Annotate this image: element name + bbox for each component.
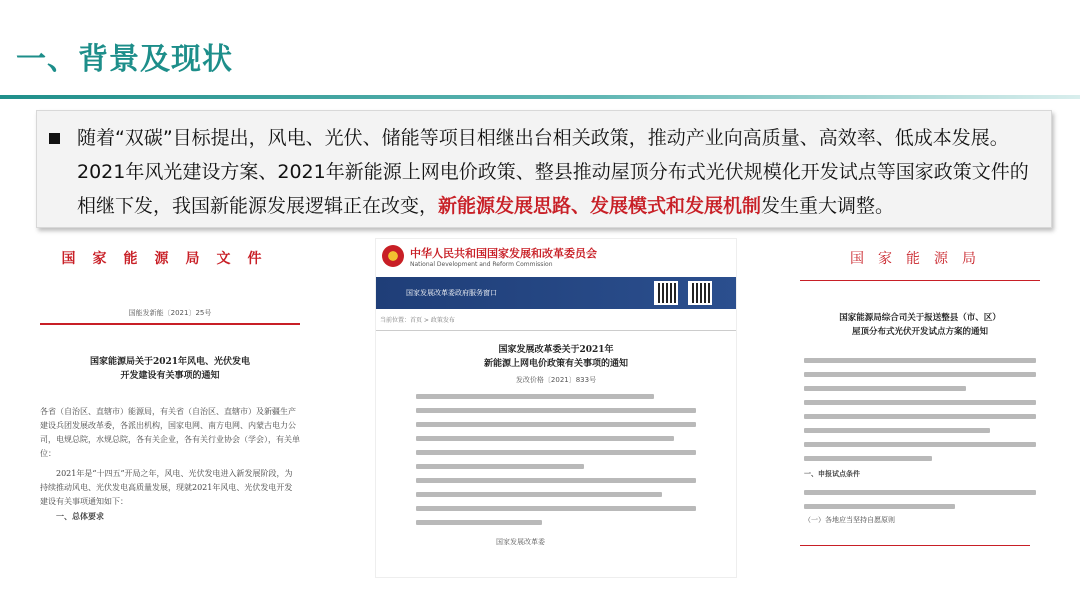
ndrc-header bbox=[376, 239, 736, 273]
text-line bbox=[416, 450, 696, 455]
doc-section-title: 一、总体要求 bbox=[56, 511, 104, 521]
bullet-highlight: 新能源发展思路、发展模式和发展机制 bbox=[438, 195, 762, 217]
doc-bottom-rule bbox=[800, 545, 1030, 546]
text-line bbox=[804, 456, 932, 461]
banner-text: 国家发展改革委政府服务窗口 bbox=[406, 289, 497, 297]
text-line bbox=[416, 436, 674, 441]
ndrc-org-name: 中华人民共和国国家发展和改革委员会 bbox=[410, 246, 597, 260]
ndrc-banner bbox=[376, 277, 736, 309]
text-line bbox=[416, 408, 696, 413]
doc-number: 国能发新能〔2021〕25号 bbox=[128, 309, 212, 317]
text-line bbox=[416, 422, 696, 427]
document-ndrc-price bbox=[375, 238, 737, 578]
doc-body bbox=[376, 394, 736, 525]
text-line bbox=[416, 492, 662, 497]
qr-code-icon bbox=[688, 281, 712, 305]
doc-body bbox=[800, 339, 1040, 527]
divider bbox=[376, 330, 736, 331]
doc-heading-2: 新能源上网电价政策有关事项的通知 bbox=[483, 359, 628, 369]
text-line bbox=[416, 394, 654, 399]
doc-heading-1: 国家发展改革委关于2021年 bbox=[498, 345, 614, 355]
text-line bbox=[804, 372, 1036, 377]
document-nea-rooftop-pv bbox=[800, 240, 1040, 560]
doc-header: 国家能源局 bbox=[850, 251, 990, 267]
ndrc-org-name-en: National Development and Reform Commission bbox=[410, 260, 553, 268]
doc-red-rule bbox=[40, 323, 300, 325]
text-line bbox=[804, 442, 1036, 447]
square-bullet-icon bbox=[49, 133, 60, 144]
text-line bbox=[416, 520, 542, 525]
text-line bbox=[804, 400, 1036, 405]
slide-title: 一、背景及现状 bbox=[16, 42, 233, 77]
doc-paragraph-2: 2021年是“十四五”开局之年，风电、光伏发电进入新发展阶段，为持续推动风电、光伏发电高质量发展，现就2021年风电、光伏发电开发建设有关事项通知如下： bbox=[40, 469, 293, 506]
text-line bbox=[804, 358, 1036, 363]
doc-header: 国家能源局文件 bbox=[61, 251, 279, 267]
text-line bbox=[416, 478, 696, 483]
bullet-text-end: 发生重大调整。 bbox=[761, 195, 895, 217]
doc-red-rule bbox=[800, 280, 1040, 281]
doc-heading-2: 屋顶分布式光伏开发试点方案的通知 bbox=[851, 327, 988, 337]
doc-signature: 国家发展改革委 bbox=[496, 538, 545, 546]
text-line bbox=[416, 464, 584, 469]
doc-subsection: （一）各地应当坚持自愿原则 bbox=[804, 516, 895, 524]
doc-number: 发改价格〔2021〕833号 bbox=[515, 376, 597, 384]
document-nea-wind-solar bbox=[40, 238, 300, 563]
national-emblem-icon bbox=[382, 245, 404, 267]
title-divider bbox=[0, 95, 1080, 99]
bullet-callout bbox=[36, 110, 1052, 228]
doc-paragraph-1: 各省（自治区、直辖市）能源局，有关省（自治区、直辖市）及新疆生产建设兵团发展改革委，各派出机构，国家电网、南方电网、内蒙古电力公司，电规总院，水规总院，各有关企业，各有关行业协会（学会），有关单位： bbox=[40, 407, 300, 458]
text-line bbox=[804, 490, 1036, 495]
text-line bbox=[804, 386, 966, 391]
doc-heading-2: 开发建设有关事项的通知 bbox=[120, 371, 220, 381]
breadcrumb: 当前位置：首页 > 政策发布 bbox=[380, 317, 455, 324]
text-line bbox=[804, 504, 955, 509]
qr-code-icon bbox=[654, 281, 678, 305]
text-line bbox=[804, 428, 990, 433]
text-line bbox=[416, 506, 696, 511]
doc-heading-1: 国家能源局关于2021年风电、光伏发电 bbox=[89, 357, 251, 367]
bullet-text: 随着“双碳”目标提出，风电、光伏、储能等项目相继出台相关政策，推动产业向高质量、高效率、低成本发展。2021年风光建设方案、2021年新能源上网电价政策、整县推动屋顶分布式光伏规模化开发试点等国家政策文件的相继下发，我国新能源发展逻辑正在改变， bbox=[77, 127, 1029, 217]
doc-heading-1: 国家能源局综合司关于报送整县（市、区） bbox=[839, 313, 1001, 323]
text-line bbox=[804, 414, 1036, 419]
doc-section-title: 一、申报试点条件 bbox=[804, 469, 860, 478]
